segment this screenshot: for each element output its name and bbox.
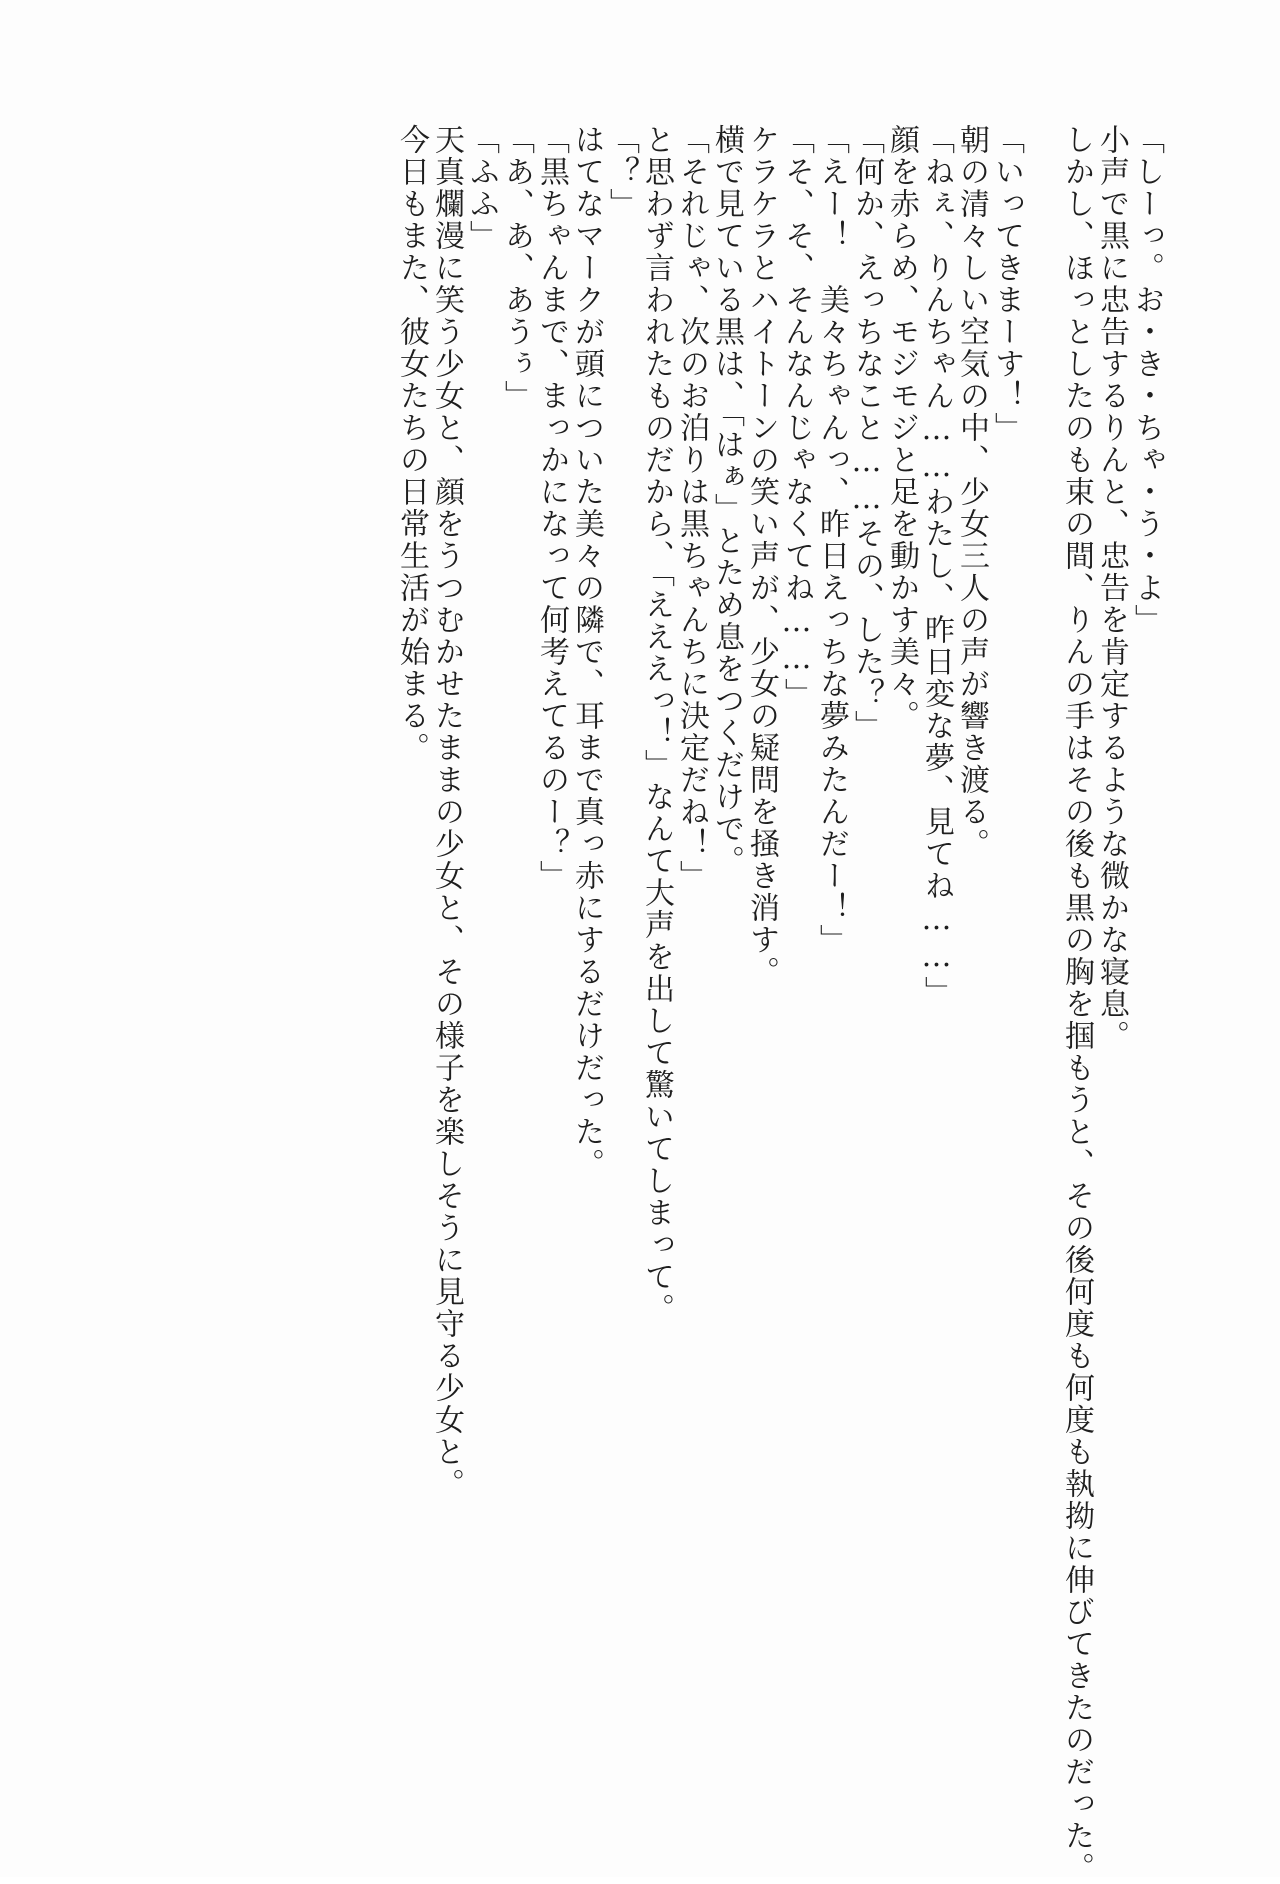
- text-line: 「何か、えっちなこと……その、した？」: [849, 124, 884, 742]
- text-line: 横で見ている黒は、「はぁ」とため息をつくだけで。: [709, 124, 744, 877]
- text-line: 「あ、あ、あうぅ」: [499, 124, 534, 412]
- text-line: 今日もまた、彼女たちの日常生活が始まる。: [394, 124, 429, 764]
- text-line: 「えー！ 美々ちゃんっ、昨日えっちな夢みたんだー！」: [814, 124, 849, 956]
- text-line: 朝の清々しい空気の中、少女三人の声が響き渡る。: [954, 124, 989, 860]
- text-line: 「いってきまーす！」: [989, 124, 1024, 444]
- text-line: 「ふふ」: [464, 124, 499, 252]
- text-line: 「？」: [604, 124, 639, 220]
- text-line: 「黒ちゃんまで、まっかになって何考えてるのー？」: [534, 124, 569, 892]
- text-line: 天真爛漫に笑う少女と、顔をうつむかせたままの少女と、その様子を楽しそうに見守る少女と。: [429, 124, 464, 1500]
- text-line: 「それじゃ、次のお泊りは黒ちゃんちに決定だね！」: [674, 124, 709, 892]
- text-line: しかし、ほっとしたのも束の間、りんの手はその後も黒の胸を掴もうと、その後何度も何度も執拗に伸びてきたのだった。: [1059, 124, 1094, 1884]
- text-line: ケラケラとハイトーンの笑い声が、少女の疑問を掻き消す。: [744, 124, 779, 988]
- vertical-text-block: [160, 124, 1280, 1884]
- text-line: 「ねぇ、りんちゃん……わたし、昨日変な夢、見てね……」: [919, 124, 954, 1008]
- text-line: はてなマークが頭についた美々の隣で、耳まで真っ赤にするだけだった。: [569, 124, 604, 1180]
- text-line: 顔を赤らめ、モジモジと足を動かす美々。: [884, 124, 919, 732]
- text-line: 小声で黒に忠告するりんと、忠告を肯定するような微かな寝息。: [1094, 124, 1129, 1052]
- text-line: 「しーっ。お・き・ちゃ・う・よ」: [1129, 124, 1164, 636]
- text-line: 「そ、そ、そんなんじゃなくてね……」: [779, 124, 814, 710]
- text-line: と思わず言われたものだから、「えええっ！」なんて大声を出して驚いてしまって。: [639, 124, 674, 1325]
